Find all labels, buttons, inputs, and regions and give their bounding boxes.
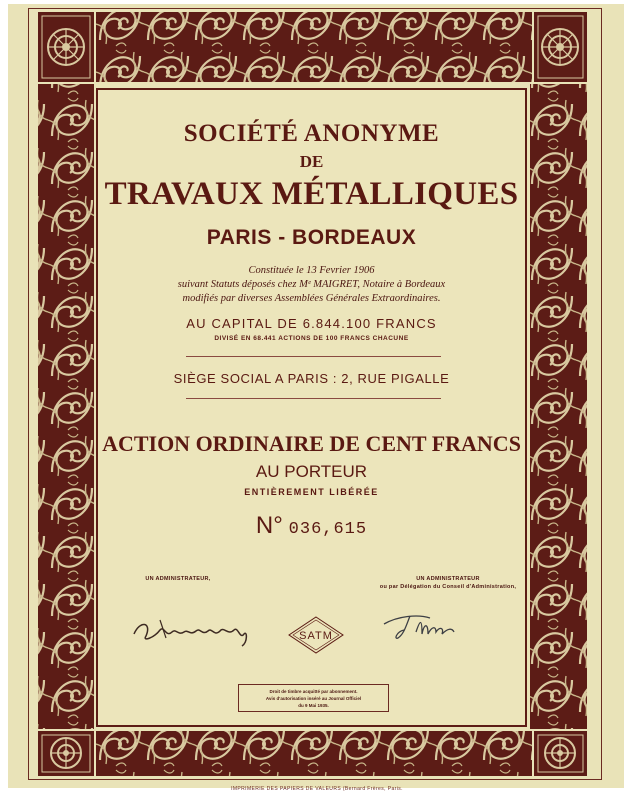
capital-amount: AU CAPITAL DE 6.844.100 FRANCS <box>186 316 437 331</box>
share-number <box>98 512 525 540</box>
capital-division: DIVISÉ EN 68.441 ACTIONS DE 100 FRANCS CHACUNE <box>214 335 409 342</box>
company-name-line1: SOCIÉTÉ ANONYME <box>183 120 440 147</box>
number-prefix: N° <box>255 512 283 539</box>
certificate-text-panel <box>96 88 527 727</box>
border-left <box>38 84 94 729</box>
constitution-modifications: modifiés par diverses Assemblées Générales Extraordinaires. <box>182 293 441 304</box>
signature-label-right: UN ADMINISTRATEUR <box>416 576 480 582</box>
stamp-line3: du 9 Mai 1935. <box>298 703 329 708</box>
printer-credit: IMPRIMERIE DES PAPIERS DE VALEURS (Bernard Frères, Paris. <box>231 786 403 792</box>
corner-rosette-top-left <box>38 12 94 82</box>
registered-office: SIÈGE SOCIAL A PARIS : 2, RUE PIGALLE <box>173 371 450 386</box>
share-type: AU PORTEUR <box>255 462 368 481</box>
border-right <box>530 84 587 729</box>
signature-label-left: UN ADMINISTRATEUR, <box>145 576 211 582</box>
constitution-date: Constituée le 13 Fevrier 1906 <box>248 265 375 276</box>
tax-stamp-notice <box>238 684 389 712</box>
company-name-line3: TRAVAUX MÉTALLIQUES <box>104 176 519 212</box>
divider-rule <box>186 398 441 399</box>
border-top <box>96 12 532 82</box>
stamp-line2: Avis d'autorisation inséré au Journal Officiel <box>265 696 362 701</box>
stamp-line1: Droit de timbre acquitté par abonnement. <box>269 689 358 694</box>
seal-text: SATM <box>299 630 333 642</box>
share-title: ACTION ORDINAIRE DE CENT FRANCS <box>102 431 521 456</box>
share-status: ENTIÈREMENT LIBÉRÉE <box>244 487 379 497</box>
company-seal <box>286 615 346 655</box>
divider-rule <box>186 356 441 357</box>
company-location: PARIS - BORDEAUX <box>206 226 417 249</box>
signature-right <box>378 606 498 646</box>
corner-rosette-bottom-right <box>534 731 587 776</box>
number-value: 036,615 <box>288 520 368 539</box>
corner-rosette-top-right <box>534 12 587 82</box>
company-name-line2: DE <box>299 152 324 171</box>
signature-sublabel-right: ou par Délégation du Conseil d'Administration, <box>379 584 517 590</box>
corner-rosette-bottom-left <box>38 731 94 776</box>
constitution-statutes: suivant Statuts déposés chez Mᵉ MAIGRET, Notaire à Bordeaux <box>177 279 446 290</box>
border-bottom <box>96 731 532 776</box>
signature-left <box>130 612 260 648</box>
